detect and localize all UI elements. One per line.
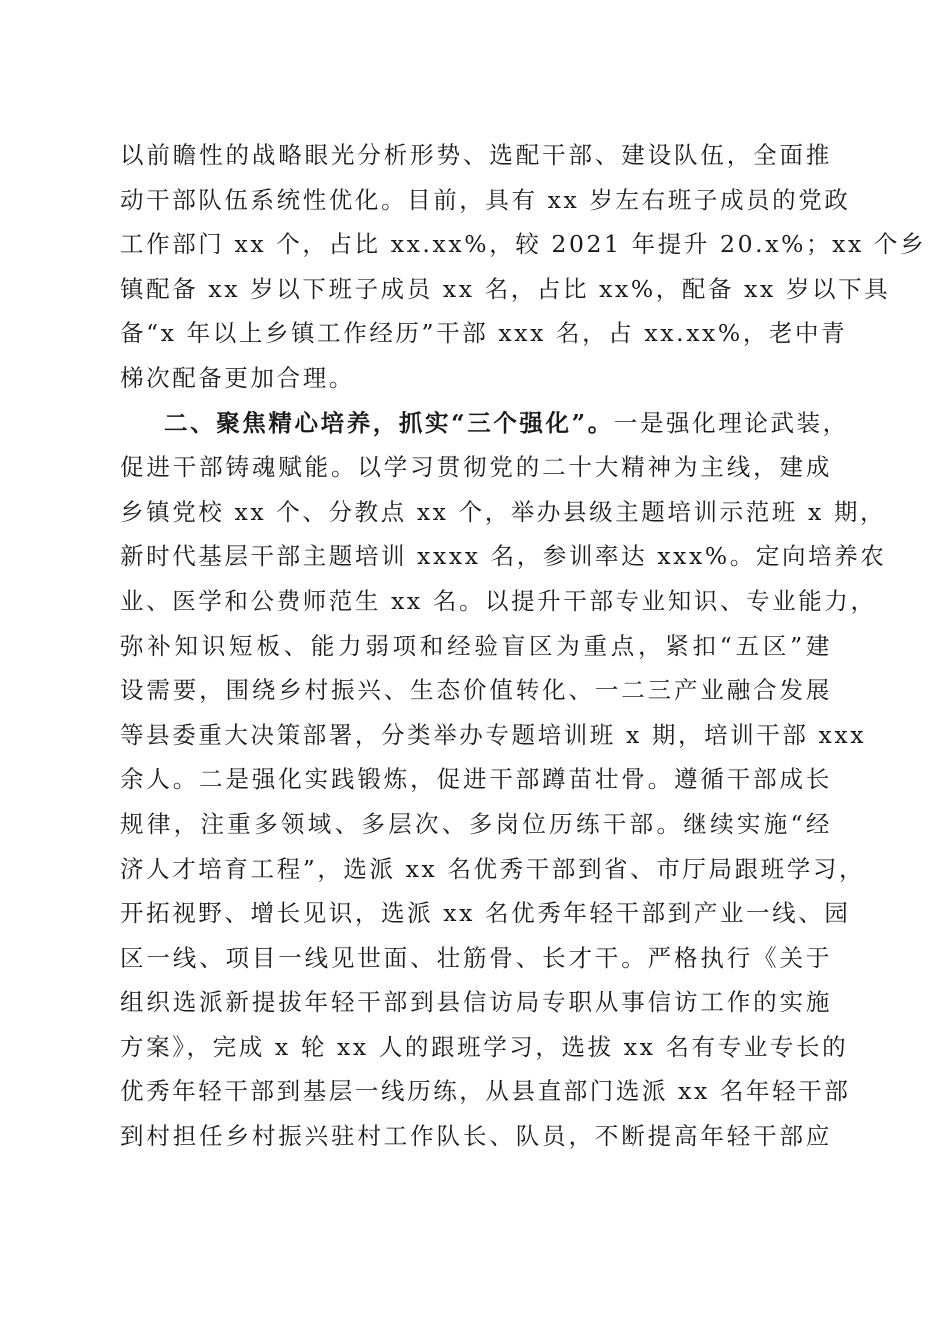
paragraph-line: 业、医学和公费师范生 xx 名。以提升干部专业知识、专业能力， — [120, 586, 877, 615]
paragraph-line: 规律，注重多领域、多层次、多岗位历练干部。继续实施“经 — [120, 809, 832, 838]
paragraph-line: 动干部队伍系统性优化。目前，具有 xx 岁左右班子成员的党政 — [120, 185, 851, 214]
paragraph-line: 组织选派新提拔年轻干部到县信访局专职从事信访工作的实施 — [120, 988, 832, 1017]
paragraph-line: 镇配备 xx 岁以下班子成员 xx 名，占比 xx%，配备 xx 岁以下具 — [120, 274, 891, 303]
paragraph-line: 梯次配备更加合理。 — [120, 363, 355, 392]
paragraph-line: 促进干部铸魂赋能。以学习贯彻党的二十大精神为主线，建成 — [120, 453, 832, 482]
paragraph-line: 设需要，围绕乡村振兴、生态价值转化、一二三产业融合发展 — [120, 676, 832, 705]
paragraph-line: 等县委重大决策部署，分类举办专题培训班 x 期，培训干部 xxx — [120, 720, 867, 749]
paragraph-line: 区一线、项目一线见世面、壮筋骨、长才干。严格执行《关于 — [120, 943, 832, 972]
paragraph-line: 以前瞻性的战略眼光分析形势、选配干部、建设队伍，全面推 — [120, 141, 832, 169]
section-heading: 二、聚焦精心培养，抓实“三个强化”。 — [164, 408, 614, 437]
paragraph-line: 新时代基层干部主题培训 xxxx 名，参训率达 xxx%。定向培养农 — [120, 542, 887, 571]
paragraph-line: 到村担任乡村振兴驻村工作队长、队员，不断提高年轻干部应 — [120, 1122, 832, 1151]
body-text — [120, 133, 927, 1159]
paragraph-line: 余人。二是强化实践锻炼，促进干部蹲苗壮骨。遵循干部成长 — [120, 765, 832, 794]
paragraph-line: 乡镇党校 xx 个、分教点 xx 个，举办县级主题培训示范班 x 期， — [120, 497, 887, 526]
paragraph-line: 工作部门 xx 个，占比 xx.xx%，较 2021 年提升 20.x%；xx 个乡 — [120, 230, 927, 259]
paragraph-line: 弥补知识短板、能力弱项和经验盲区为重点，紧扣“五区”建 — [120, 631, 832, 660]
paragraph-line: 备“x 年以上乡镇工作经历”干部 xxx 名，占 xx.xx%，老中青 — [120, 319, 848, 348]
section-heading-line — [120, 401, 849, 446]
paragraph-line: 优秀年轻干部到基层一线历练，从县直部门选派 xx 名年轻干部 — [120, 1077, 851, 1106]
section-heading-rest: 一是强化理论武装， — [613, 408, 849, 437]
paragraph-line: 济人才培育工程”，选派 xx 名优秀干部到省、市厅局跟班学习， — [120, 854, 866, 883]
paragraph-line: 开拓视野、增长见识，选派 xx 名优秀年轻干部到产业一线、园 — [120, 899, 851, 928]
paragraph-line: 方案》，完成 x 轮 xx 人的跟班学习，选拔 xx 名有专业专长的 — [120, 1032, 849, 1061]
